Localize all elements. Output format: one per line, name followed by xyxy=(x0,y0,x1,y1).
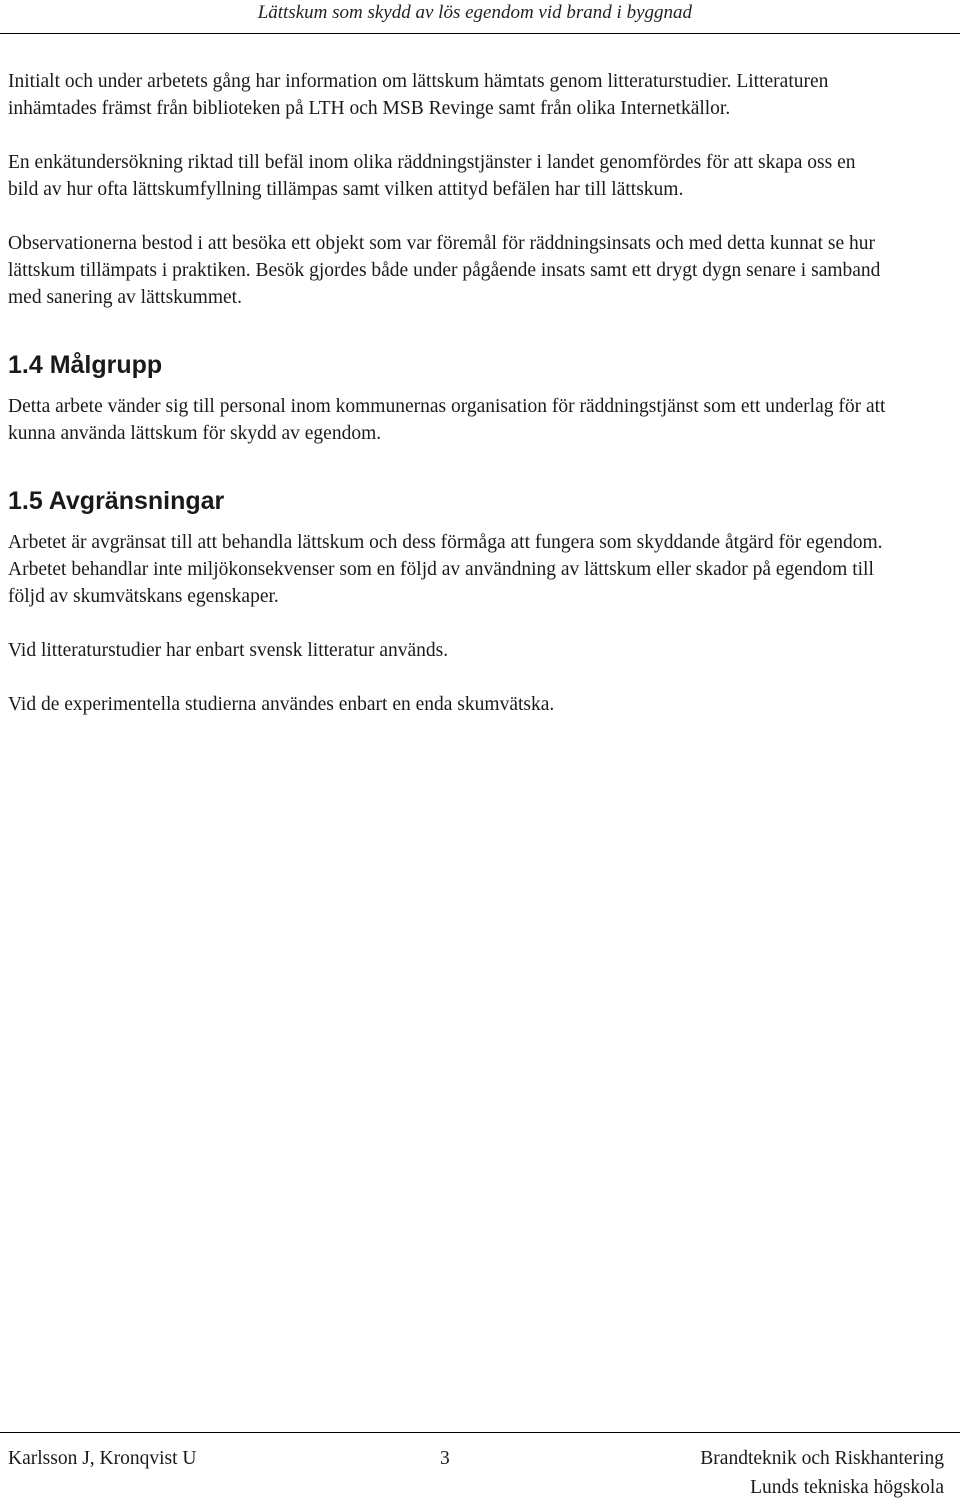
footer-rule xyxy=(0,1432,960,1433)
paragraph-malgrupp: Detta arbete vänder sig till personal inom kommunernas organisation för räddningstjänst som ett underlag för att kunna använda lättskum för skydd av egendom. xyxy=(8,396,886,444)
paragraph-avgransningar-experiments: Vid de experimentella studierna användes enbart en enda skumvätska. xyxy=(8,694,555,715)
page-content xyxy=(8,68,888,745)
section-heading-avgransningar: 1.5 Avgränsningar xyxy=(8,487,225,515)
paragraph-method-observations: Observationerna bestod i att besöka ett objekt som var föremål för räddningsinsats och med detta kunnat se hur lättskum tillämpats i praktiken. Besök gjordes både under pågående insats samt ett drygt dygn senare i samband med sanering av lättskummet. xyxy=(8,233,881,308)
paragraph-avgransningar-literature: Vid litteraturstudier har enbart svensk litteratur används. xyxy=(8,640,449,661)
page-footer xyxy=(0,1444,960,1498)
paragraph-method-survey: En enkätundersökning riktad till befäl inom olika räddningstjänster i landet genomfördes för att skapa oss en bild av hur ofta lättskumfyllning tillämpas samt vilken attityd befälen har till lättskum. xyxy=(8,152,856,200)
page-number: 3 xyxy=(440,1448,450,1469)
header-rule xyxy=(0,33,960,34)
footer-institution: Lunds tekniska högskola xyxy=(750,1477,944,1498)
footer-authors: Karlsson J, Kronqvist U xyxy=(8,1448,197,1469)
running-header: Lättskum som skydd av lös egendom vid brand i byggnad xyxy=(257,2,692,23)
paragraph-method-literature: Initialt och under arbetets gång har information om lättskum hämtats genom litteraturstudier. Litteraturen inhämtades främst från biblioteken på LTH och MSB Revinge samt från olika Internetkällor. xyxy=(8,71,829,119)
paragraph-avgransningar-scope: Arbetet är avgränsat till att behandla lättskum och dess förmåga att fungera som skyddande åtgärd för egendom. Arbetet behandlar inte miljökonsekvenser som en följd av användning av lättskum eller skador på egendom till följd av skumvätskans egenskaper. xyxy=(8,532,883,607)
footer-affiliation xyxy=(700,1444,944,1502)
section-heading-malgrupp: 1.4 Målgrupp xyxy=(8,351,163,379)
footer-department: Brandteknik och Riskhantering xyxy=(700,1448,944,1469)
